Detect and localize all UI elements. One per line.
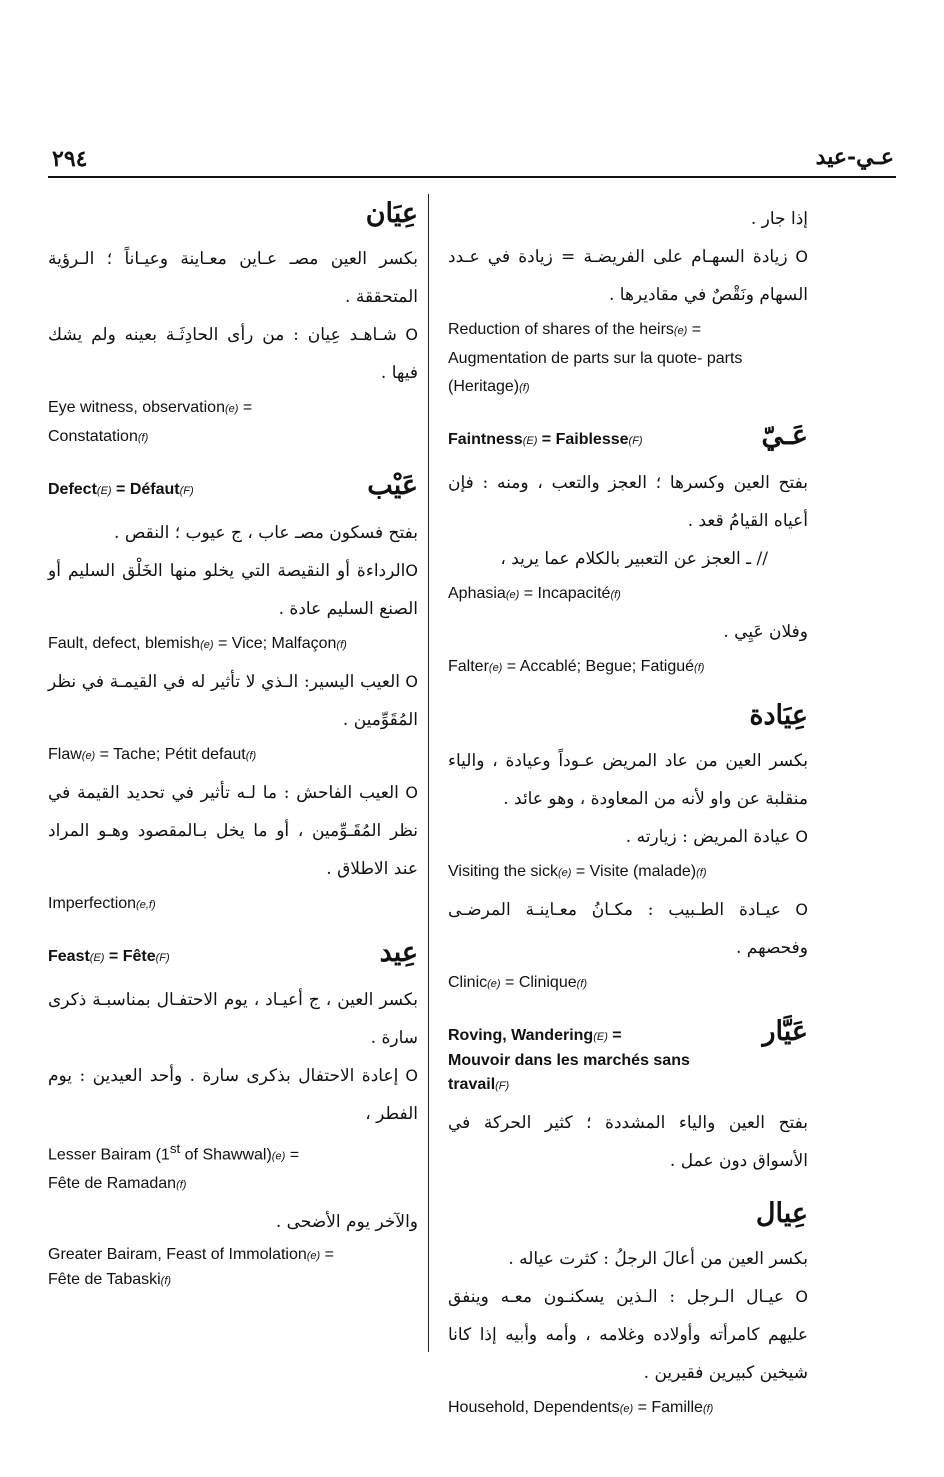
entry-ayy	[448, 422, 808, 682]
entry-continued	[448, 200, 808, 402]
english-headword: Feast(E) = Fête(F)	[48, 948, 170, 965]
arabic-definition: بفتح فسكون مصـ عاب ، ج عيوب ؛ النقص .	[114, 523, 418, 543]
headword: عَيَّار	[762, 1016, 808, 1047]
arabic-subentry: O عيـادة الطـبيب : مكـانُ معـاينـة المرضـى وفحصهم .	[448, 900, 808, 958]
english-gloss: Reduction of shares of the heirs(e) = Augmentation de parts sur la quote- parts (Heritage)(f)	[448, 321, 743, 395]
arabic-subentry: // ـ العجز عن التعبير بالكلام عما يريد ،	[500, 549, 768, 569]
arabic-continuation: إذا جار .	[750, 209, 808, 229]
english-gloss: Greater Bairam, Feast of Immolation(e) = Fête de Tabaski(f)	[48, 1246, 335, 1289]
arabic-subentry: O العيب الفاحش : ما لـه تأثير في تحديد القيمة في نظر المُقَـوِّمين ، أو ما يخل بـالمقصود وهـو المراد عند الاطلاق .	[48, 783, 418, 879]
arabic-subentry: Oالرداءة أو النقيصة التي يخلو منها الخَلْق السليم أو الصنع السليم عادة .	[48, 561, 418, 619]
arabic-definition: بفتح العين وكسرها ؛ العجز والتعب ، ومنه : فإن أعياه القيامُ قعد .	[448, 473, 808, 531]
entry-iyal	[448, 1200, 808, 1423]
arabic-definition: بكسر العين مصـ عـاين معـاينة وعيـاناً ؛ الـرؤية المتحققة .	[48, 249, 418, 307]
english-gloss: Aphasia(e) = Incapacité(f)	[448, 585, 621, 602]
arabic-definition: وفلان عَيِي .	[723, 622, 808, 642]
arabic-definition: بكسر العين من أعالَ الرجلُ : كثرت عياله .	[508, 1249, 808, 1269]
english-headword: Faintness(E) = Faiblesse(F)	[448, 431, 643, 448]
arabic-subentry: O زيادة السهـام على الفريضـة = زيادة في عـدد السهام ونَقْصٌ في مقاديرها .	[448, 247, 808, 305]
right-column	[448, 200, 808, 1443]
english-gloss: Imperfection(e,f)	[48, 895, 156, 912]
english-headword: Roving, Wandering(E) = Mouvoir dans les marchés sans travail(F)	[448, 1027, 690, 1093]
english-gloss: Household, Dependents(e) = Famille(f)	[448, 1399, 714, 1416]
arabic-definition: والآخر يوم الأضحى .	[275, 1212, 418, 1233]
arabic-subentry: O عيادة المريض : زيارته .	[625, 827, 808, 847]
arabic-subentry: O عيـال الـرجل : الـذين يسكنـون معـه وينفق عليهم كامرأته وأولاده وغلامه ، وأمه وأبيه إذا كانا شيخين كبيرين فقيرين .	[448, 1287, 808, 1383]
english-gloss: Eye witness, observation(e) = Constatation(f)	[48, 399, 253, 445]
page-header	[48, 140, 896, 178]
entry-iyan	[48, 200, 418, 452]
english-gloss: Lesser Bairam (1st of Shawwal)(e) = Fête de Ramadan(f)	[48, 1141, 300, 1193]
left-column	[48, 200, 418, 1313]
arabic-definition: بكسر العين ، ج أعيـاد ، يوم الاحتفـال بمناسبـة ذكرى سارة .	[48, 990, 418, 1048]
arabic-subentry: O العيب اليسير: الـذي لا تأثير له في القيمـة في نظر المُقَوِّمين .	[48, 672, 418, 730]
english-gloss: Visiting the sick(e) = Visite (malade)(f)	[448, 863, 707, 880]
arabic-subentry: O شـاهـد عِيان : من رأى الحادِثَـة بعينه ولم يشك فيها .	[48, 325, 419, 383]
english-gloss: Fault, defect, blemish(e) = Vice; Malfaçon(f)	[48, 635, 347, 652]
headword: عِيَادة	[749, 700, 808, 731]
column-divider	[428, 194, 429, 1352]
running-head: عـي-عيد	[815, 144, 894, 170]
entry-iyada	[448, 702, 808, 998]
english-gloss: Falter(e) = Accablé; Begue; Fatigué(f)	[448, 658, 705, 675]
headword: عَـيّ	[761, 420, 808, 451]
arabic-definition: بكسر العين من عاد المريض عـوداً وعيادة ، والياء منقلبة عن واو لأنه من المعاودة ، وهو عائد .	[448, 751, 808, 809]
entry-ayyar	[448, 1018, 808, 1180]
headword: عَيْب	[367, 470, 418, 501]
english-headword: Defect(E) = Défaut(F)	[48, 481, 194, 498]
arabic-definition: بفتح العين والياء المشددة ؛ كثير الحركة في الأسواق دون عمل .	[448, 1113, 808, 1171]
page-number: ٢٩٤	[52, 146, 88, 172]
headword: عِيال	[755, 1198, 808, 1229]
english-gloss: Clinic(e) = Clinique(f)	[448, 974, 588, 991]
arabic-subentry: O إعادة الاحتفال بذكرى سارة . وأحد العيدين : يوم الفطر ،	[48, 1066, 418, 1124]
entry-eid	[48, 939, 418, 1293]
entry-ayb	[48, 472, 418, 919]
english-gloss: Flaw(e) = Tache; Pétit defaut(f)	[48, 746, 257, 763]
headword: عِيَان	[365, 198, 418, 229]
headword: عِيد	[379, 937, 418, 968]
